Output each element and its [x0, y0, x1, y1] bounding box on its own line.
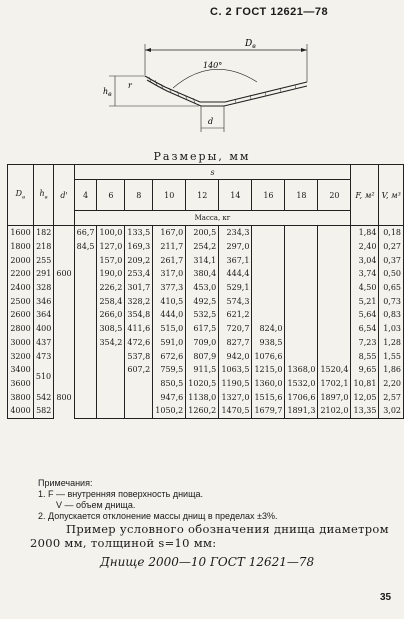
- cell-mass: 1679,7: [252, 404, 285, 418]
- cell-mass: 308,5: [97, 322, 125, 336]
- cell-mass: 1327,0: [219, 390, 252, 404]
- cell-mass: 266,0: [97, 308, 125, 322]
- cell-mass: 234,3: [219, 226, 252, 240]
- note-2: 2. Допускается отклонение массы днищ в пределах ±3%.: [38, 511, 278, 521]
- label-dv: $D_в$: [245, 39, 256, 50]
- cell-mass: 947,6: [153, 390, 186, 404]
- cell-mass: 254,2: [186, 240, 219, 254]
- cell-mass: [74, 267, 97, 281]
- cell-mass: 938,5: [252, 336, 285, 350]
- cell-mass: [318, 281, 351, 295]
- cell-mass: 911,5: [186, 363, 219, 377]
- cell-dv: 1600: [8, 226, 34, 240]
- cell-f: 12,05: [351, 390, 379, 404]
- cell-mass: [74, 404, 97, 418]
- cell-mass: [318, 253, 351, 267]
- designation: Днище 2000—10 ГОСТ 12621—78: [100, 555, 315, 569]
- cell-mass: 720,7: [219, 322, 252, 336]
- header-v: V, м³: [379, 165, 404, 226]
- cell-hv: 364: [33, 308, 54, 322]
- cell-mass: [318, 308, 351, 322]
- cell-d: [54, 322, 74, 377]
- cell-mass: [74, 363, 97, 377]
- page-number: 35: [380, 592, 392, 603]
- header-thickness-16: 16: [252, 180, 285, 211]
- header-dv: $D_в$: [8, 165, 34, 226]
- cell-mass: [285, 322, 318, 336]
- cell-mass: 297,0: [219, 240, 252, 254]
- cell-mass: 1190,5: [219, 377, 252, 391]
- cell-mass: 226,2: [97, 281, 125, 295]
- label-hv: $h_в$: [103, 87, 112, 98]
- cell-f: 1,84: [351, 226, 379, 240]
- cell-mass: 1470,5: [219, 404, 252, 418]
- header-mass: Масса, кг: [74, 211, 351, 226]
- table-row: [8, 226, 404, 240]
- page-header: С. 2 ГОСТ 12621—78: [210, 6, 329, 18]
- cell-hv: 510: [33, 363, 54, 390]
- cell-mass: 169,3: [125, 240, 153, 254]
- cell-dv: 1800: [8, 240, 34, 254]
- cell-hv: 437: [33, 336, 54, 350]
- cell-dv: 2000: [8, 253, 34, 267]
- cell-mass: [74, 281, 97, 295]
- cell-f: 8,55: [351, 349, 379, 363]
- cell-mass: 827,7: [219, 336, 252, 350]
- cell-mass: 444,4: [219, 267, 252, 281]
- cell-v: 0,27: [379, 240, 404, 254]
- cell-mass: [74, 322, 97, 336]
- cell-mass: 133,5: [125, 226, 153, 240]
- cell-mass: 2102,0: [318, 404, 351, 418]
- cell-mass: 850,5: [153, 377, 186, 391]
- cell-mass: [74, 390, 97, 404]
- cell-f: 3,74: [351, 267, 379, 281]
- cell-mass: 410,5: [153, 294, 186, 308]
- notes: [38, 478, 277, 522]
- cell-mass: 1050,2: [153, 404, 186, 418]
- cell-v: 0,83: [379, 308, 404, 322]
- cell-v: 2,57: [379, 390, 404, 404]
- cell-hv: 291: [33, 267, 54, 281]
- cell-hv: 346: [33, 294, 54, 308]
- cell-mass: 1532,0: [285, 377, 318, 391]
- cell-mass: [97, 390, 125, 404]
- cell-mass: 354,8: [125, 308, 153, 322]
- cell-mass: 127,0: [97, 240, 125, 254]
- cell-f: 5,21: [351, 294, 379, 308]
- cell-v: 0,50: [379, 267, 404, 281]
- cell-mass: 328,2: [125, 294, 153, 308]
- cell-dv: 2600: [8, 308, 34, 322]
- cell-mass: 607,2: [125, 363, 153, 377]
- cell-hv: 400: [33, 322, 54, 336]
- note-1: 1. F — внутренняя поверхность днища.: [38, 489, 203, 499]
- cell-dv: 3600: [8, 377, 34, 391]
- cell-mass: [285, 253, 318, 267]
- cell-v: 3,02: [379, 404, 404, 418]
- cell-dv: 2400: [8, 281, 34, 295]
- cell-dv: 3800: [8, 390, 34, 404]
- cell-mass: [74, 294, 97, 308]
- cell-mass: 1138,0: [186, 390, 219, 404]
- cell-dv: 3000: [8, 336, 34, 350]
- cell-mass: 66,7: [74, 226, 97, 240]
- cell-mass: [252, 267, 285, 281]
- cell-v: 1,03: [379, 322, 404, 336]
- cell-mass: [252, 281, 285, 295]
- cell-dv: 2800: [8, 322, 34, 336]
- cell-v: 0,37: [379, 253, 404, 267]
- cell-dv: 2200: [8, 267, 34, 281]
- table-caption: Размеры, мм: [153, 150, 251, 163]
- table-row: [8, 322, 404, 336]
- cell-mass: [97, 363, 125, 377]
- cell-mass: [318, 349, 351, 363]
- cell-mass: 190,0: [97, 267, 125, 281]
- cell-f: 7,23: [351, 336, 379, 350]
- cell-v: 1,86: [379, 363, 404, 377]
- cell-hv: 328: [33, 281, 54, 295]
- cell-mass: 314,1: [186, 253, 219, 267]
- note-1b: V — объем днища.: [56, 500, 136, 510]
- cell-mass: 317,0: [153, 267, 186, 281]
- cell-mass: [318, 267, 351, 281]
- cell-mass: [97, 404, 125, 418]
- cell-mass: 1063,5: [219, 363, 252, 377]
- cell-mass: [285, 349, 318, 363]
- cell-mass: [285, 294, 318, 308]
- header-f: F, м²: [351, 165, 379, 226]
- cell-mass: 621,2: [219, 308, 252, 322]
- example-text: [30, 522, 389, 550]
- cell-mass: 367,1: [219, 253, 252, 267]
- cell-mass: 1702,1: [318, 377, 351, 391]
- label-r: r: [128, 81, 132, 90]
- cell-mass: 759,5: [153, 363, 186, 377]
- cell-mass: 472,6: [125, 336, 153, 350]
- cell-d: 800: [54, 377, 74, 419]
- cell-mass: [285, 267, 318, 281]
- cell-mass: [74, 336, 97, 350]
- cell-mass: 574,3: [219, 294, 252, 308]
- cell-f: 13,35: [351, 404, 379, 418]
- cell-mass: 354,2: [97, 336, 125, 350]
- cell-mass: 1897,0: [318, 390, 351, 404]
- cell-mass: 1515,6: [252, 390, 285, 404]
- header-s: s: [74, 165, 351, 180]
- cell-mass: 253,4: [125, 267, 153, 281]
- cell-mass: [318, 322, 351, 336]
- cell-mass: 942,0: [219, 349, 252, 363]
- cell-f: 2,40: [351, 240, 379, 254]
- cell-mass: 167,0: [153, 226, 186, 240]
- cell-mass: 709,0: [186, 336, 219, 350]
- cell-dv: 3400: [8, 363, 34, 377]
- cell-mass: 515,0: [153, 322, 186, 336]
- cell-mass: 444,0: [153, 308, 186, 322]
- cell-mass: 529,1: [219, 281, 252, 295]
- cell-mass: 1706,6: [285, 390, 318, 404]
- header-thickness-10: 10: [153, 180, 186, 211]
- cell-mass: [74, 349, 97, 363]
- cell-mass: [252, 226, 285, 240]
- cell-hv: 582: [33, 404, 54, 418]
- cell-mass: [125, 404, 153, 418]
- cell-mass: 258,4: [97, 294, 125, 308]
- cell-mass: [125, 377, 153, 391]
- cell-mass: 200,5: [186, 226, 219, 240]
- cell-mass: 209,2: [125, 253, 153, 267]
- cell-v: 1,55: [379, 349, 404, 363]
- cell-hv: 255: [33, 253, 54, 267]
- cell-dv: 4000: [8, 404, 34, 418]
- cell-mass: [97, 377, 125, 391]
- cell-mass: 380,4: [186, 267, 219, 281]
- cell-f: 5,64: [351, 308, 379, 322]
- cell-mass: 1020,5: [186, 377, 219, 391]
- cell-f: 9,65: [351, 363, 379, 377]
- cell-mass: 672,6: [153, 349, 186, 363]
- cell-mass: 824,0: [252, 322, 285, 336]
- cell-mass: [285, 281, 318, 295]
- cell-hv: 542: [33, 390, 54, 404]
- cell-mass: 211,7: [153, 240, 186, 254]
- cell-mass: 591,0: [153, 336, 186, 350]
- cell-dv: 2500: [8, 294, 34, 308]
- cell-dv: 3200: [8, 349, 34, 363]
- cell-d: 600: [54, 226, 74, 322]
- cell-f: 4,50: [351, 281, 379, 295]
- header-thickness-8: 8: [125, 180, 153, 211]
- cell-hv: 218: [33, 240, 54, 254]
- cell-mass: [318, 240, 351, 254]
- cell-v: 0,73: [379, 294, 404, 308]
- header-thickness-20: 20: [318, 180, 351, 211]
- cell-mass: 157,0: [97, 253, 125, 267]
- header-hv: $h_в$: [33, 165, 54, 226]
- cell-v: 1,28: [379, 336, 404, 350]
- cell-f: 3,04: [351, 253, 379, 267]
- cell-mass: 807,9: [186, 349, 219, 363]
- header-thickness-12: 12: [186, 180, 219, 211]
- cell-mass: 1076,6: [252, 349, 285, 363]
- header-thickness-14: 14: [219, 180, 252, 211]
- dish-bottom-drawing: [95, 30, 310, 140]
- cell-mass: [285, 226, 318, 240]
- cell-mass: 492,5: [186, 294, 219, 308]
- example-line-2: 2000 мм, толщиной s=10 мм:: [30, 536, 217, 550]
- cell-mass: 261,7: [153, 253, 186, 267]
- cell-mass: [285, 308, 318, 322]
- cell-mass: 1215,0: [252, 363, 285, 377]
- label-angle: 140°: [203, 61, 223, 70]
- cell-f: 10,81: [351, 377, 379, 391]
- cell-mass: 1891,3: [285, 404, 318, 418]
- notes-title: Примечания:: [38, 478, 93, 488]
- cell-mass: 411,6: [125, 322, 153, 336]
- cell-mass: [74, 377, 97, 391]
- cell-mass: [74, 308, 97, 322]
- cell-mass: [97, 349, 125, 363]
- cell-v: 0,65: [379, 281, 404, 295]
- cell-mass: 100,0: [97, 226, 125, 240]
- cell-mass: [318, 226, 351, 240]
- cell-mass: 1360,0: [252, 377, 285, 391]
- cell-v: 0,18: [379, 226, 404, 240]
- cell-mass: 1520,4: [318, 363, 351, 377]
- cell-mass: 301,7: [125, 281, 153, 295]
- cell-mass: [74, 253, 97, 267]
- cell-mass: [285, 336, 318, 350]
- cell-mass: 532,5: [186, 308, 219, 322]
- cell-mass: 453,0: [186, 281, 219, 295]
- header-thickness-4: 4: [74, 180, 97, 211]
- cell-mass: 84,5: [74, 240, 97, 254]
- example-line-1: Пример условного обозначения днища диаметром: [66, 522, 389, 536]
- cell-mass: 617,5: [186, 322, 219, 336]
- cell-v: 2,20: [379, 377, 404, 391]
- cell-mass: 1368,0: [285, 363, 318, 377]
- dimensions-table: [7, 164, 404, 419]
- cell-mass: 377,3: [153, 281, 186, 295]
- label-d: d: [208, 117, 214, 126]
- header-thickness-6: 6: [97, 180, 125, 211]
- cell-hv: 182: [33, 226, 54, 240]
- cell-mass: [252, 240, 285, 254]
- cell-mass: [252, 253, 285, 267]
- cell-f: 6,54: [351, 322, 379, 336]
- header-thickness-18: 18: [285, 180, 318, 211]
- header-d: d': [54, 165, 74, 226]
- cell-hv: 473: [33, 349, 54, 363]
- cell-mass: [252, 294, 285, 308]
- cell-mass: 1260,2: [186, 404, 219, 418]
- table-row: [8, 377, 404, 391]
- cell-mass: [318, 294, 351, 308]
- cell-mass: [285, 240, 318, 254]
- cell-mass: [252, 308, 285, 322]
- cell-mass: 537,8: [125, 349, 153, 363]
- cell-mass: [318, 336, 351, 350]
- cell-mass: [125, 390, 153, 404]
